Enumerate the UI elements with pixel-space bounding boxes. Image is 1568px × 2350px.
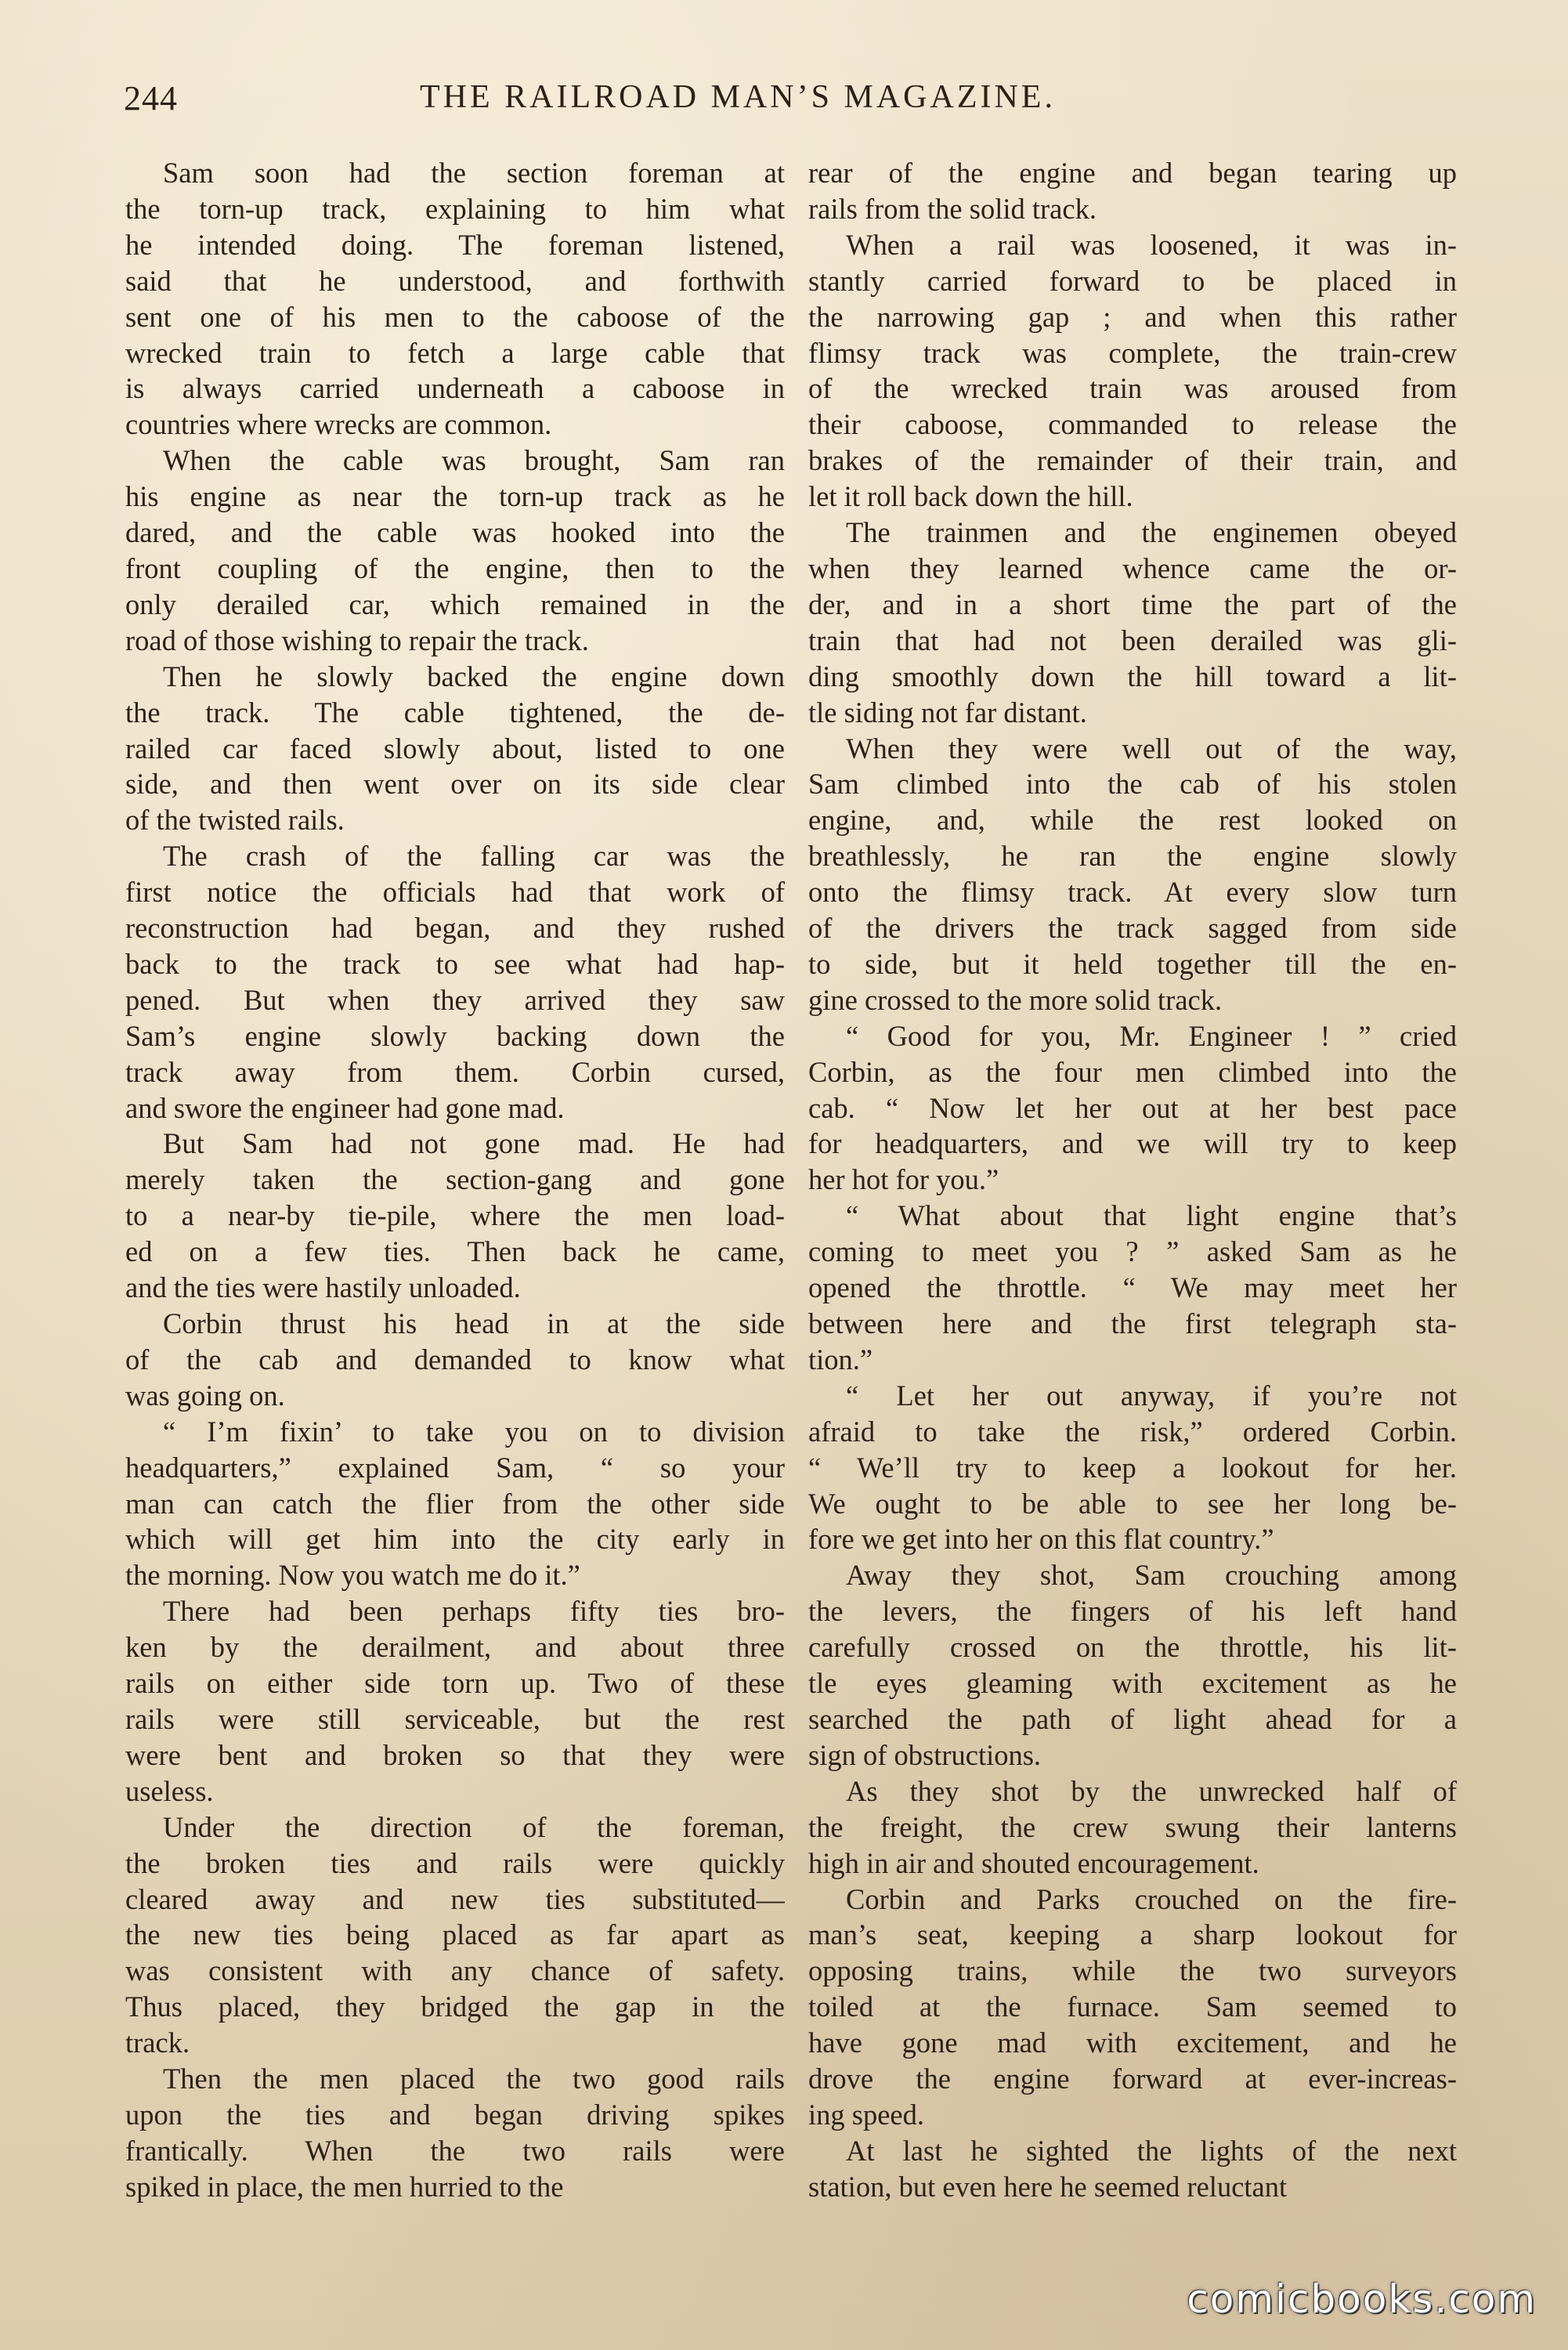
text-line: stantly carried forward to be placed in — [808, 264, 1457, 297]
paragraph — [808, 1378, 1457, 1558]
text-line: back to the track to see what had hap- — [125, 947, 785, 980]
text-line: “ Let her out anyway, if you’re not — [846, 1379, 1457, 1412]
text-line: breathlessly, he ran the engine slowly — [808, 840, 1457, 873]
text-line: rails on either side torn up. Two of these — [125, 1667, 785, 1700]
text-line: her hot for you.” — [808, 1163, 999, 1196]
text-line: man’s seat, keeping a sharp lookout for — [808, 1918, 1457, 1951]
text-line: reconstruction had began, and they rushed — [125, 912, 785, 945]
paragraph — [125, 838, 785, 1126]
text-line: When the cable was brought, Sam ran — [163, 444, 785, 477]
text-line: Sam climbed into the cab of his stolen — [808, 768, 1457, 801]
text-line: tion.” — [808, 1343, 873, 1376]
text-line: was consistent with any chance of safety. — [125, 1954, 785, 1987]
text-line: station, but even here he seemed reluctant — [808, 2170, 1288, 2203]
text-line: dared, and the cable was hooked into the — [125, 516, 785, 549]
text-line: flimsy track was complete, the train-crew — [808, 336, 1457, 369]
text-line: first notice the officials had that work of — [125, 876, 785, 909]
text-line: and swore the engineer had gone mad. — [125, 1091, 565, 1124]
text-line: train that had not been derailed was gli- — [808, 624, 1457, 656]
paragraph — [125, 155, 785, 443]
text-line: to side, but it held together till the en- — [808, 947, 1457, 980]
paragraph — [125, 1593, 785, 1809]
text-line: frantically. When the two rails were — [125, 2134, 785, 2167]
text-line: front coupling of the engine, then to the — [125, 551, 785, 584]
text-line: But Sam had not gone mad. He had — [163, 1127, 785, 1160]
text-line: useless. — [125, 1774, 214, 1807]
text-line: the narrowing gap ; and when this rather — [808, 300, 1457, 333]
text-line: The crash of the falling car was the — [163, 840, 785, 873]
right-text-column — [808, 155, 1457, 2205]
paragraph — [808, 1882, 1457, 2133]
text-line: ed on a few ties. Then back he came, — [125, 1235, 785, 1268]
text-line: let it roll back down the hill. — [808, 480, 1133, 513]
paragraph — [808, 1018, 1457, 1198]
text-line: At last he sighted the lights of the next — [846, 2134, 1457, 2167]
text-line: man can catch the flier from the other side — [125, 1487, 785, 1520]
text-line: the levers, the fingers of his left hand — [808, 1595, 1457, 1628]
page-header — [0, 78, 1568, 125]
text-line: opposing trains, while the two surveyors — [808, 1954, 1457, 1987]
text-line: ken by the derailment, and about three — [125, 1631, 785, 1664]
text-line: when they learned whence came the or- — [808, 551, 1457, 584]
text-line: sign of obstructions. — [808, 1738, 1042, 1771]
text-line: the torn-up track, explaining to him what — [125, 192, 785, 225]
text-line: ding smoothly down the hill toward a lit- — [808, 660, 1457, 692]
paragraph — [808, 227, 1457, 515]
text-line: spiked in place, the men hurried to the — [125, 2170, 564, 2203]
text-line: of the twisted rails. — [125, 804, 345, 837]
text-line: “ Good for you, Mr. Engineer ! ” cried — [846, 1019, 1457, 1052]
paragraph — [808, 155, 1457, 227]
text-line: tle eyes gleaming with excitement as he — [808, 1667, 1457, 1700]
text-line: Sam soon had the section foreman at — [163, 157, 785, 189]
paragraph — [808, 1557, 1457, 1773]
text-line: he intended doing. The foreman listened, — [125, 228, 785, 261]
paragraph — [125, 659, 785, 839]
text-line: high in air and shouted encouragement. — [808, 1846, 1259, 1879]
text-line: wrecked train to fetch a large cable that — [125, 336, 785, 369]
text-line: and the ties were hastily unloaded. — [125, 1271, 521, 1304]
text-line: between here and the first telegraph sta- — [808, 1307, 1457, 1340]
text-line: the morning. Now you watch me do it.” — [125, 1559, 580, 1592]
text-line: of the wrecked train was aroused from — [808, 372, 1457, 405]
text-line: coming to meet you ? ” asked Sam as he — [808, 1235, 1457, 1268]
text-line: track away from them. Corbin cursed, — [125, 1055, 785, 1088]
text-line: have gone mad with excitement, and he — [808, 2026, 1457, 2059]
text-line: pened. But when they arrived they saw — [125, 983, 785, 1016]
text-line: carefully crossed on the throttle, his lit- — [808, 1631, 1457, 1664]
paragraph — [125, 443, 785, 658]
text-line: “ We’ll try to keep a lookout for her. — [808, 1451, 1457, 1484]
paragraph — [808, 515, 1457, 730]
text-line: the new ties being placed as far apart as — [125, 1918, 785, 1951]
text-line: We ought to be able to see her long be- — [808, 1487, 1457, 1520]
text-line: Sam’s engine slowly backing down the — [125, 1019, 785, 1052]
text-line: “ What about that light engine that’s — [846, 1199, 1457, 1232]
text-line: tle siding not far distant. — [808, 696, 1087, 728]
text-line: merely taken the section-gang and gone — [125, 1163, 785, 1196]
text-line: fore we get into her on this flat country.” — [808, 1523, 1274, 1556]
text-line: rails from the solid track. — [808, 192, 1097, 225]
text-line: “ I’m fixin’ to take you on to division — [163, 1415, 785, 1448]
paragraph — [125, 2061, 785, 2205]
paragraph — [808, 1198, 1457, 1378]
text-line: said that he understood, and forthwith — [125, 264, 785, 297]
text-line: side, and then went over on its side clear — [125, 768, 785, 801]
text-line: railed car faced slowly about, listed to one — [125, 732, 785, 765]
running-title: THE RAILROAD MAN’S MAGAZINE. — [420, 79, 1056, 115]
text-line: der, and in a short time the part of the — [808, 588, 1457, 620]
text-line: of the drivers the track sagged from side — [808, 912, 1457, 945]
text-line: Away they shot, Sam crouching among — [846, 1559, 1457, 1592]
paragraph — [125, 1306, 785, 1414]
text-line: were bent and broken so that they were — [125, 1738, 785, 1771]
text-line: the broken ties and rails were quickly — [125, 1846, 785, 1879]
text-line: upon the ties and began driving spikes — [125, 2098, 785, 2131]
text-line: was going on. — [125, 1379, 285, 1412]
text-line: drove the engine forward at ever-increas- — [808, 2063, 1457, 2095]
text-line: only derailed car, which remained in the — [125, 588, 785, 620]
text-line: The trainmen and the enginemen obeyed — [846, 516, 1457, 549]
text-line: afraid to take the risk,” ordered Corbin. — [808, 1415, 1457, 1448]
text-line: opened the throttle. “ We may meet her — [808, 1271, 1457, 1304]
text-line: cab. “ Now let her out at her best pace — [808, 1091, 1457, 1124]
text-line: Corbin, as the four men climbed into the — [808, 1055, 1457, 1088]
text-line: to a near-by tie-pile, where the men load- — [125, 1199, 785, 1232]
text-line: brakes of the remainder of their train, and — [808, 444, 1457, 477]
paragraph — [808, 731, 1457, 1018]
text-line: countries where wrecks are common. — [125, 408, 552, 441]
paragraph — [808, 2133, 1457, 2205]
text-line: their caboose, commanded to release the — [808, 408, 1457, 441]
text-line: As they shot by the unwrecked half of — [846, 1774, 1457, 1807]
text-line: cleared away and new ties substituted— — [125, 1882, 785, 1915]
paragraph — [808, 1773, 1457, 1882]
text-line: searched the path of light ahead for a — [808, 1702, 1457, 1735]
text-line: his engine as near the torn-up track as he — [125, 480, 785, 513]
paragraph — [125, 1810, 785, 2061]
text-line: the track. The cable tightened, the de- — [125, 696, 785, 728]
text-line: gine crossed to the more solid track. — [808, 983, 1223, 1016]
text-line: Under the direction of the foreman, — [163, 1810, 785, 1843]
text-line: which will get him into the city early in — [125, 1523, 785, 1556]
paragraph — [125, 1414, 785, 1594]
text-line: the freight, the crew swung their lanterns — [808, 1810, 1457, 1843]
text-line: of the cab and demanded to know what — [125, 1343, 785, 1376]
text-line: sent one of his men to the caboose of the — [125, 300, 785, 333]
text-line: Corbin and Parks crouched on the fire- — [846, 1882, 1457, 1915]
text-line: headquarters,” explained Sam, “ so your — [125, 1451, 785, 1484]
paragraph — [125, 1126, 785, 1306]
text-line: When they were well out of the way, — [846, 732, 1457, 765]
text-line: Then he slowly backed the engine down — [163, 660, 785, 692]
text-line: Corbin thrust his head in at the side — [163, 1307, 785, 1340]
watermark: comicbooks.com — [1187, 2276, 1537, 2322]
text-line: Then the men placed the two good rails — [163, 2063, 785, 2095]
text-line: Thus placed, they bridged the gap in the — [125, 1990, 785, 2023]
text-line: engine, and, while the rest looked on — [808, 804, 1457, 837]
text-line: toiled at the furnace. Sam seemed to — [808, 1990, 1457, 2023]
text-line: track. — [125, 2026, 190, 2059]
text-line: ing speed. — [808, 2098, 924, 2131]
page-number: 244 — [124, 79, 178, 118]
text-line: rails were still serviceable, but the rest — [125, 1702, 785, 1735]
text-line: road of those wishing to repair the track. — [125, 624, 589, 656]
text-line: rear of the engine and began tearing up — [808, 157, 1457, 189]
text-line: There had been perhaps fifty ties bro- — [163, 1595, 785, 1628]
text-line: is always carried underneath a caboose in — [125, 372, 785, 405]
left-text-column — [125, 155, 785, 2205]
text-line: for headquarters, and we will try to keep — [808, 1127, 1457, 1160]
text-line: onto the flimsy track. At every slow turn — [808, 876, 1457, 909]
text-line: When a rail was loosened, it was in- — [846, 228, 1457, 261]
